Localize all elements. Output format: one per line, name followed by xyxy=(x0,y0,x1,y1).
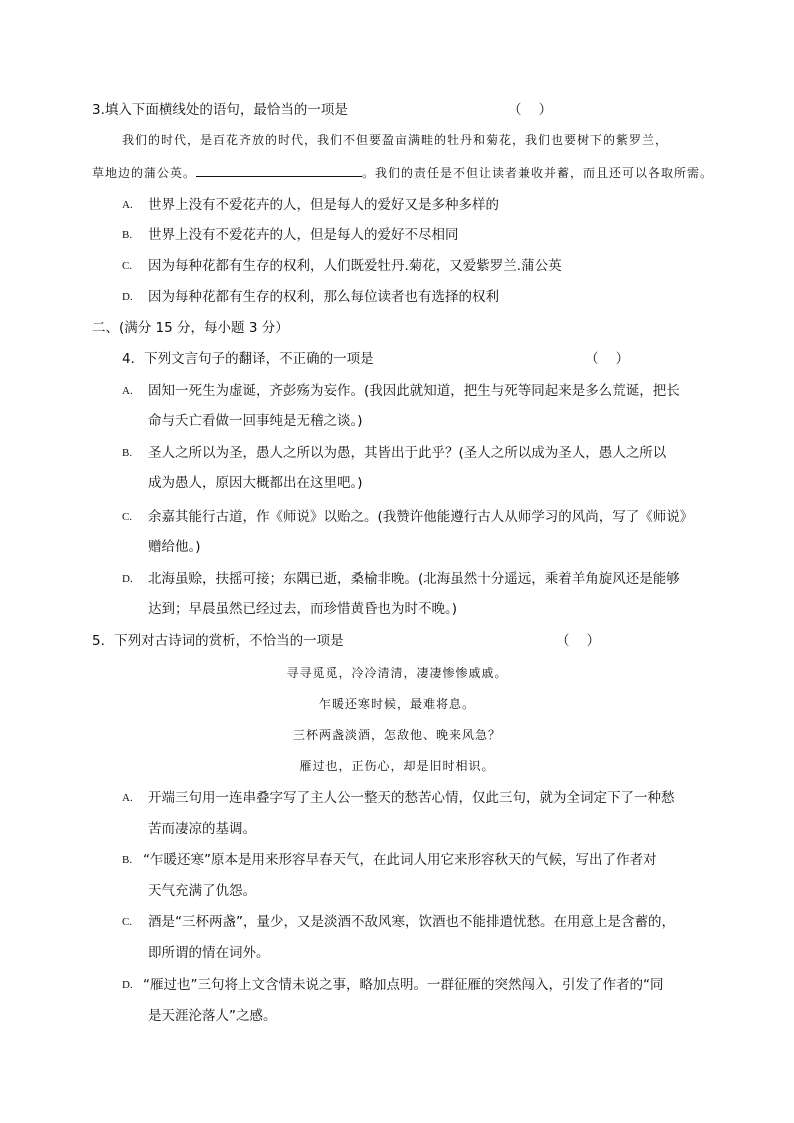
q5-option-b-line2: 天气充满了仇怨。 xyxy=(148,883,256,899)
q5-option-b-line1: “乍暖还寒”原本是用来形容早春天气，在此词人用它来形容秋天的气候，写出了作者对 xyxy=(143,852,657,868)
q5-option-b-label: B. xyxy=(122,854,133,866)
q5-option-c-line2: 即所谓的情在词外。 xyxy=(148,945,270,961)
q5-option-a-line1: 开端三句用一连串叠字写了主人公一整天的愁苦心情，仅此三句，就为全词定下了一种愁 xyxy=(148,790,675,806)
q4-option-d-line1: 北海虽赊，扶摇可接；东隅已逝，桑榆非晚。(北海虽然十分遥远，乘着羊角旋风还是能够 xyxy=(148,571,680,587)
q3-passage-line2-end: 。我们的责任是不但让读者兼收并蓄，而且还可以各取所需。 xyxy=(362,166,714,180)
q3-answer-paren: （ ） xyxy=(508,102,553,118)
q4-option-a-line2: 命与夭亡看做一回事纯是无稽之谈。) xyxy=(148,413,363,429)
q4-option-a-label: A. xyxy=(122,385,133,397)
q3-option-d-label: D. xyxy=(122,291,133,303)
q5-option-a-line2: 苦而凄凉的基调。 xyxy=(148,821,256,837)
q4-option-b-line2: 成为愚人，原因大概都出在这里吧。) xyxy=(148,475,363,491)
q5-option-a-label: A. xyxy=(122,792,133,804)
q3-option-c-text: 因为每种花都有生存的权利，人们既爱牡丹.菊花，又爱紫罗兰.蒲公英 xyxy=(148,258,562,274)
q3-passage-line2 xyxy=(92,164,713,182)
q4-option-c-line2: 赠给他。) xyxy=(148,539,201,555)
q4-option-c-label: C. xyxy=(122,511,133,523)
q3-option-c-label: C. xyxy=(122,260,133,272)
q5-option-d-line1: “雁过也”三句将上文含情未说之事，略加点明。一群征雁的突然闯入，引发了作者的“同 xyxy=(143,977,664,993)
q4-option-d-label: D. xyxy=(122,573,133,585)
q5-poem-line-4: 雁过也，正伤心，却是旧时相识。 xyxy=(299,759,495,773)
q5-poem-line-2: 乍暖还寒时候，最难将息。 xyxy=(318,697,475,711)
q5-poem-line-3: 三杯两盏淡酒，怎敌他、晚来风急？ xyxy=(292,728,501,742)
q5-option-c-label: C. xyxy=(122,916,133,928)
q5-poem-line-1: 寻寻觅觅，冷冷清清，凄凄惨惨戚戚。 xyxy=(286,666,508,680)
q5-stem: 5．下列对古诗词的赏析，不恰当的一项是 xyxy=(92,633,344,649)
q3-stem: 3.填入下面横线处的语句，最恰当的一项是 xyxy=(92,102,348,118)
q3-option-b-text: 世界上没有不爱花卉的人，但是每人的爱好不尽相同 xyxy=(148,227,459,243)
q5-option-c-line1: 酒是“三杯两盏”，量少，又是淡酒不敌风寒，饮酒也不能排遣忧愁。在用意上是含蓄的， xyxy=(148,914,675,930)
q3-option-a-label: A. xyxy=(122,199,133,211)
section-2-heading: 二、(满分 15 分，每小题 3 分） xyxy=(92,320,289,336)
q4-answer-paren: （ ） xyxy=(585,351,630,367)
q4-option-b-label: B. xyxy=(122,447,133,459)
q5-answer-paren: （ ） xyxy=(556,633,601,649)
q4-option-c-line1: 余嘉其能行古道，作《师说》以贻之。(我赞许他能遵行古人从师学习的风尚，写了《师说》 xyxy=(148,509,694,525)
q5-option-d-label: D. xyxy=(122,979,133,991)
q3-option-b-label: B. xyxy=(122,229,133,241)
q3-option-a-text: 世界上没有不爱花卉的人，但是每人的爱好又是多种多样的 xyxy=(148,197,499,213)
q4-stem: 4．下列文言句子的翻译，不正确的一项是 xyxy=(122,351,374,367)
q3-passage-line1: 我们的时代，是百花齐放的时代，我们不但要盈亩满畦的牡丹和菊花，我们也要树下的紫罗兰， xyxy=(122,133,669,147)
q3-option-d-text: 因为每种花都有生存的权利，那么每位读者也有选择的权利 xyxy=(148,289,499,305)
q3-passage-line2-start: 草地边的蒲公英。 xyxy=(92,166,197,180)
q4-option-d-line2: 达到；早晨虽然已经过去，而珍惜黄昏也为时不晚。) xyxy=(148,601,458,617)
q5-option-d-line2: 是天涯沦落人”之感。 xyxy=(148,1008,277,1024)
q4-option-a-line1: 固知一死生为虚诞，齐彭殇为妄作。(我因此就知道，把生与死等同起来是多么荒诞，把长 xyxy=(148,383,680,399)
q3-fill-blank xyxy=(196,164,362,177)
q4-option-b-line1: 圣人之所以为圣，愚人之所以为愚，其皆出于此乎？(圣人之所以成为圣人，愚人之所以 xyxy=(148,445,667,461)
